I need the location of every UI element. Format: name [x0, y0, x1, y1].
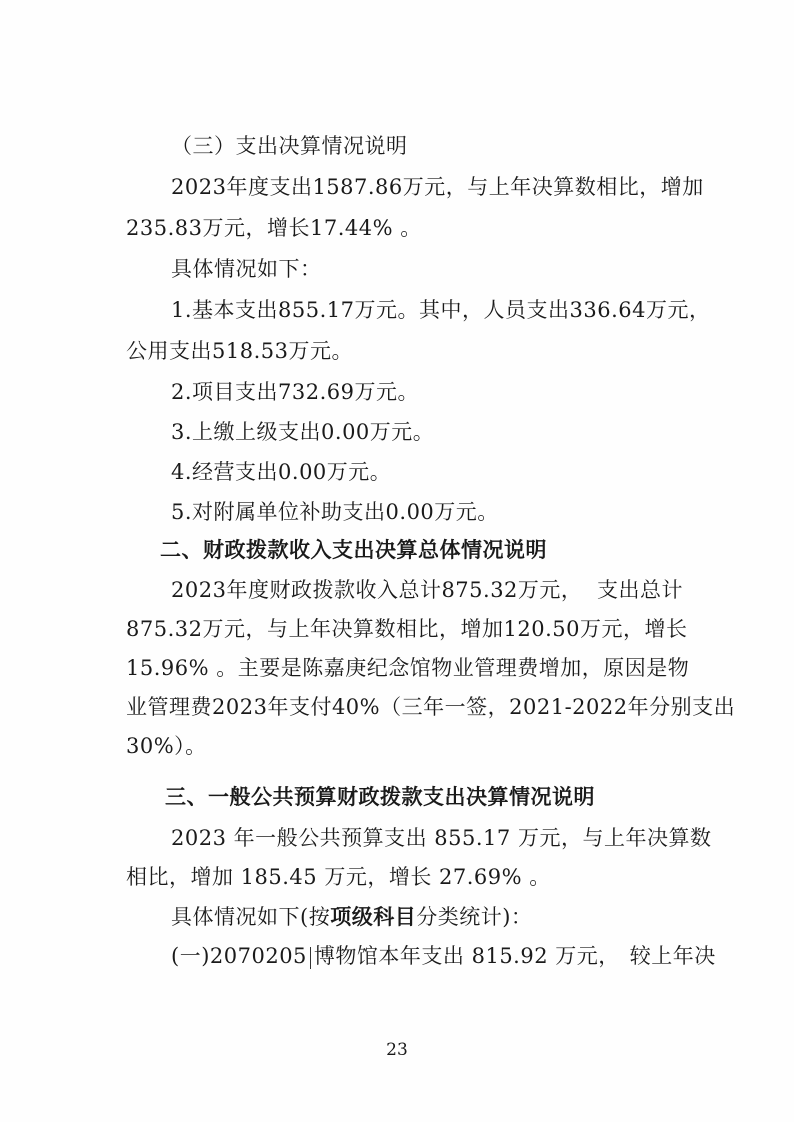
text-span: 人员支出336.64万元，	[483, 298, 711, 322]
general-paragraph-line-1	[171, 823, 712, 853]
vertical-bar	[310, 947, 311, 969]
text-span: 15.96% 。	[126, 656, 238, 680]
item-a-code: (一)2070205	[171, 944, 307, 968]
page-number: 23	[386, 1040, 408, 1060]
text-span: 增加	[660, 175, 704, 199]
details-intro-2	[171, 902, 532, 932]
text-span: 2023年度财政拨款收入总计875.32万元，	[171, 578, 583, 602]
text-span: 其中，	[419, 298, 484, 322]
item-5: 5.对附属单位补助支出0.00万元。	[171, 500, 499, 524]
fiscal-paragraph-line-5: 30%）。	[126, 734, 207, 758]
text-span: 875.32万元，	[126, 617, 267, 641]
item-2: 2.项目支出732.69万元。	[171, 380, 420, 404]
item-a-tail: 较上年决	[629, 944, 716, 968]
text-span: 增长	[644, 617, 688, 641]
text-span: 1.基本支出855.17万元。	[171, 298, 420, 322]
text-span: 支出总计	[597, 578, 683, 602]
text-span: 2023 年一般公共预算支出 855.17 万元，	[171, 826, 583, 850]
fiscal-paragraph-line-3	[126, 653, 690, 683]
fiscal-paragraph-line-2	[126, 614, 688, 644]
section-3-title: （三）支出决算情况说明	[171, 134, 408, 158]
text-span: 与上年决算数相比，	[266, 617, 461, 641]
heading-2: 二、财政拨款收入支出决算总体情况说明	[160, 538, 547, 562]
item-1-line-2: 公用支出518.53万元。	[126, 339, 353, 363]
item-1-line-1	[171, 295, 711, 325]
text-span: 原因是物	[603, 656, 690, 680]
general-paragraph-line-2: 相比，增加 185.45 万元，增长 27.69% 。	[126, 865, 551, 889]
item-3: 3.上缴上级支出0.00万元。	[171, 420, 435, 444]
fiscal-paragraph-line-4	[126, 692, 736, 722]
text-span: 具体情况如下(按	[171, 905, 331, 929]
text-span: 增加120.50万元，	[460, 617, 645, 641]
text-span: 2023年度支出1587.86万元，	[171, 175, 468, 199]
details-intro: 具体情况如下：	[171, 257, 322, 281]
text-span: 2021-2022年分别支出	[509, 695, 736, 719]
fiscal-paragraph-line-1	[171, 575, 683, 605]
text-span: 主要是陈嘉庚纪念馆物业管理费增加，	[237, 656, 604, 680]
expenditure-paragraph-line-2: 235.83万元，增长17.44% 。	[126, 216, 422, 240]
text-span: 与上年决算数相比，	[467, 175, 661, 199]
heading-3: 三、一般公共预算财政拨款支出决算情况说明	[165, 785, 595, 809]
bold-term: 项级科目	[330, 905, 417, 929]
text-span: 业管理费2023年支付40%（三年一签，	[126, 695, 510, 719]
item-a-line	[171, 941, 716, 971]
text-span: 与上年决算数	[582, 826, 712, 850]
text-span: 分类统计)：	[416, 905, 533, 929]
item-4: 4.经营支出0.00万元。	[171, 460, 392, 484]
expenditure-paragraph-line-1	[171, 172, 704, 202]
item-a-text: 博物馆本年支出 815.92 万元，	[313, 944, 620, 968]
